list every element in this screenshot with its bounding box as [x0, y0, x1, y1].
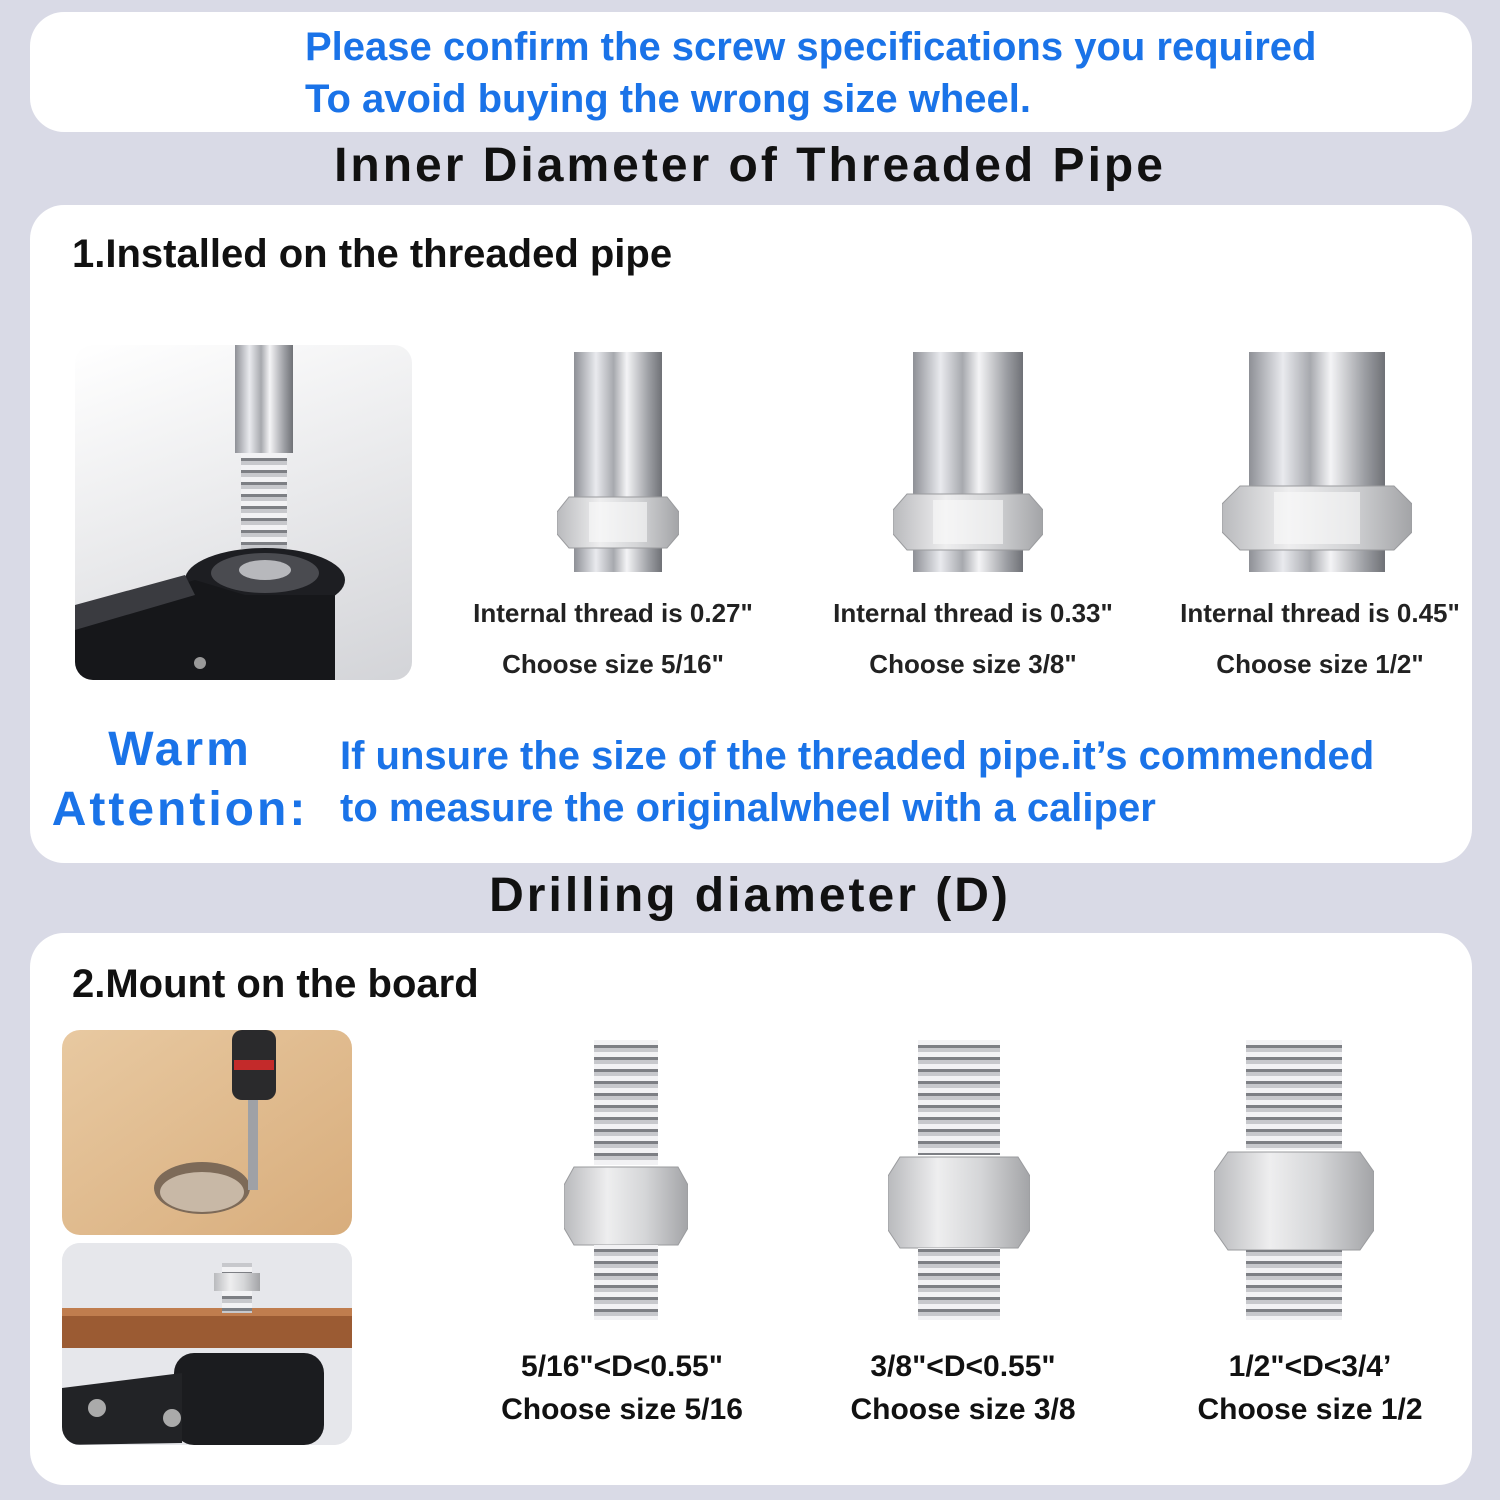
warm-attention-label: [40, 720, 320, 840]
pipe-1-thread-label: Internal thread is 0.27": [473, 598, 753, 628]
stud-illustration-1: [564, 1040, 688, 1320]
pipe-illustration-3: [1222, 352, 1412, 572]
step1-title: 1.Installed on the threaded pipe: [72, 232, 673, 276]
stud-1-choose-label: Choose size 5/16: [501, 1393, 743, 1426]
drilling-photo: [62, 1030, 352, 1235]
warm-label-line-1: Warm: [108, 723, 252, 776]
pipe-2-thread-label: Internal thread is 0.33": [833, 598, 1113, 628]
banner-line-2: To avoid buying the wrong size wheel.: [305, 77, 1031, 121]
board-mount-photo: [62, 1243, 352, 1445]
stud-1-range-label: 5/16"<D<0.55": [521, 1350, 723, 1383]
pipe-3-choose-label: Choose size 1/2": [1216, 649, 1424, 679]
stud-3-range-label: 1/2"<D<3/4’: [1228, 1350, 1392, 1383]
warm-text-line-2: to measure the originalwheel with a caliper: [340, 786, 1156, 830]
pipe-1-choose-label: Choose size 5/16": [502, 649, 724, 679]
pipe-2-choose-label: Choose size 3/8": [869, 649, 1077, 679]
warm-label-line-2: Attention:: [51, 783, 309, 836]
caster-install-photo: [75, 345, 412, 680]
stud-illustration-3: [1214, 1040, 1374, 1320]
stud-illustration-2: [888, 1040, 1030, 1320]
pipe-illustration-1: [557, 352, 679, 572]
stud-3-choose-label: Choose size 1/2: [1197, 1393, 1423, 1426]
section2-title: Drilling diameter (D): [489, 869, 1011, 922]
pipe-3-thread-label: Internal thread is 0.45": [1180, 598, 1460, 628]
section1-title: Inner Diameter of Threaded Pipe: [334, 139, 1166, 192]
pipe-illustration-2: [893, 352, 1043, 572]
banner-line-1: Please confirm the screw specifications you required: [305, 25, 1317, 69]
warm-text-line-1: If unsure the size of the threaded pipe.it’s commended: [340, 734, 1375, 778]
warm-attention-text: [340, 730, 1374, 834]
step2-title: 2.Mount on the board: [72, 962, 479, 1006]
stud-2-range-label: 3/8"<D<0.55": [870, 1350, 1056, 1383]
stud-2-choose-label: Choose size 3/8: [850, 1393, 1076, 1426]
